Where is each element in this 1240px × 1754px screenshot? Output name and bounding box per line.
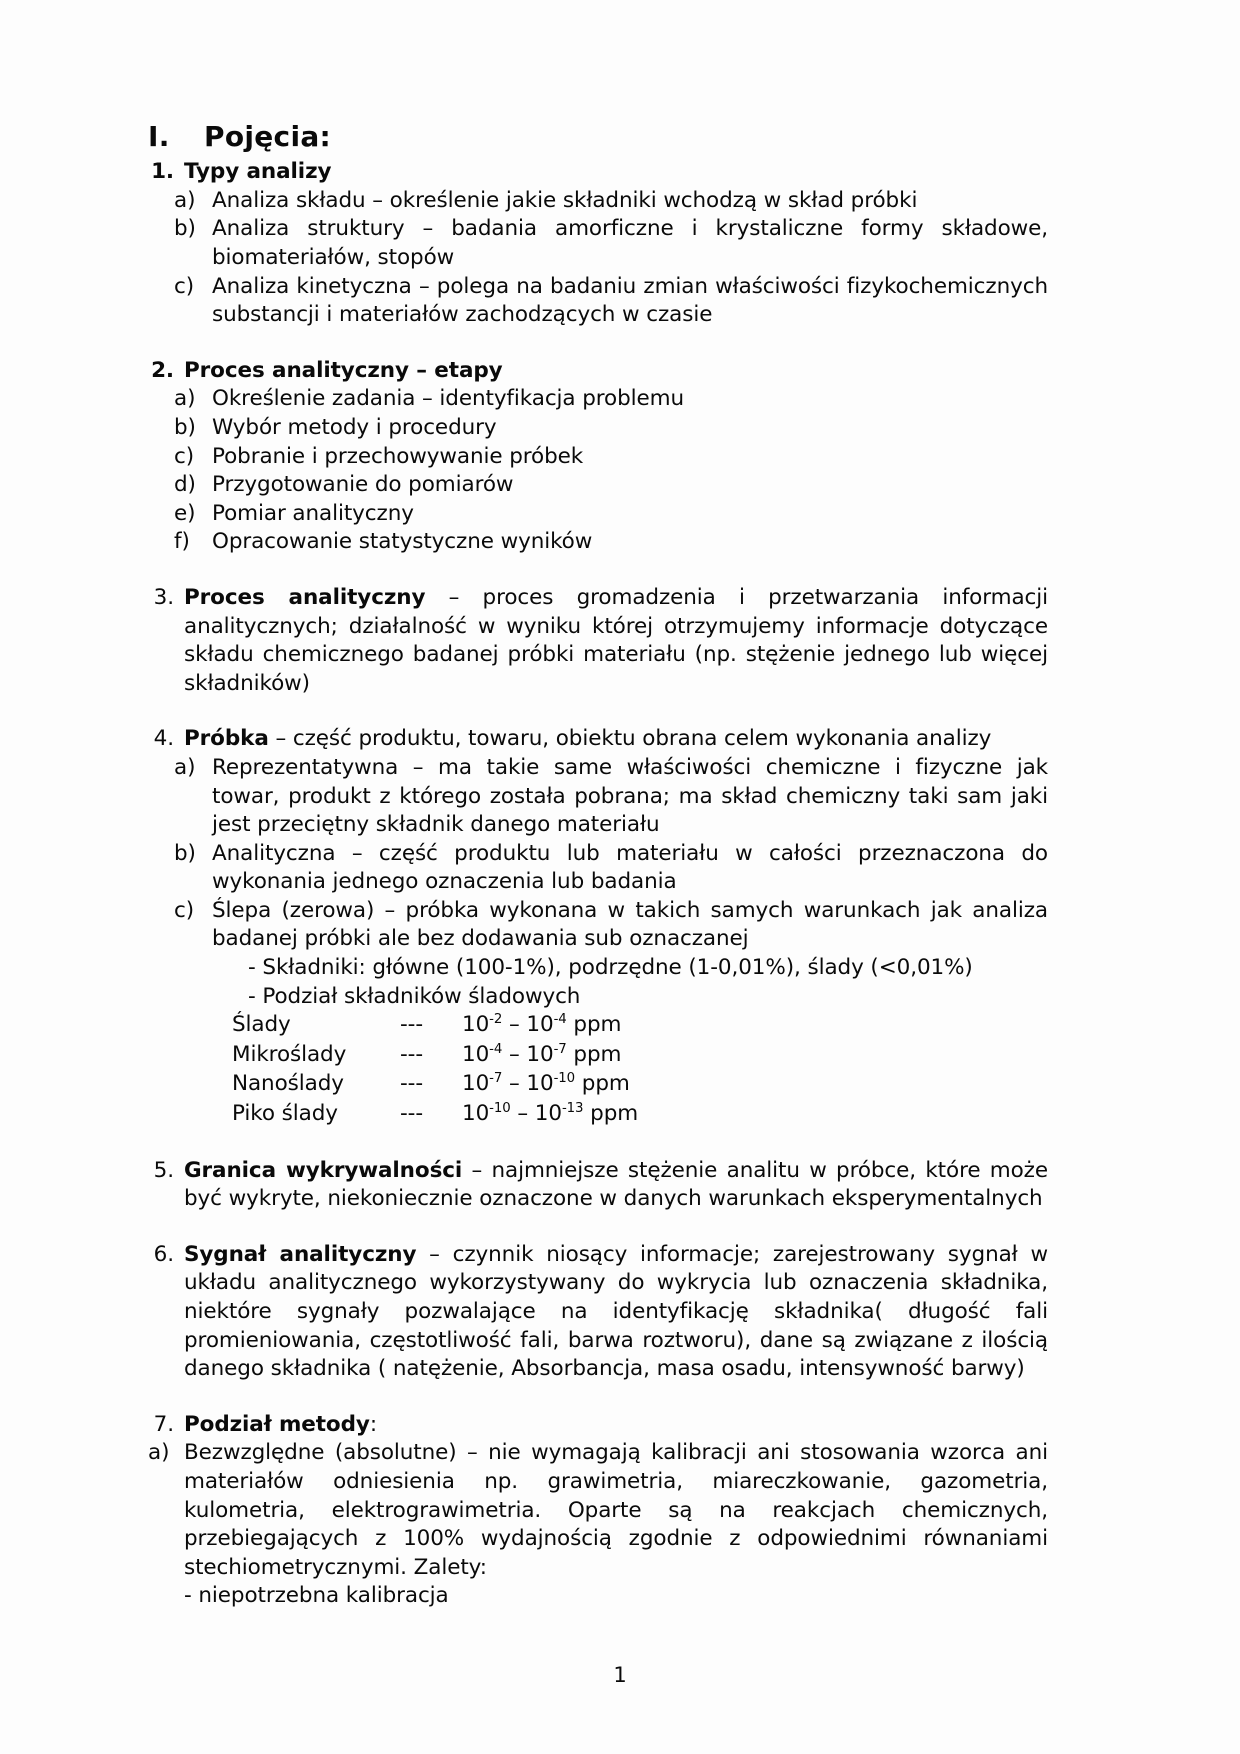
list-item-text: Pobranie i przechowywanie próbek [212, 443, 584, 469]
list-item [168, 414, 1048, 443]
list-item-marker: a) [174, 386, 196, 412]
list-item [168, 528, 1048, 557]
trace-separator: – [509, 1041, 520, 1067]
list-item-text: Analityczna – część produktu lub materiału w całości przeznaczona do wykonania jednego oznaczenia lub badania [212, 840, 1048, 895]
page-title-numeral: I. [148, 120, 170, 153]
section-4-definition: – część produktu, towaru, obiektu obrana celem wykonania analizy [268, 726, 992, 752]
section-2-number: 2. [151, 357, 174, 383]
document-content [148, 118, 1048, 1611]
section-4-items [168, 754, 1048, 954]
list-item [168, 215, 1048, 272]
section-2-title: Proces analityczny – etapy [184, 357, 503, 383]
list-item [168, 273, 1048, 330]
list-item-text: Określenie zadania – identyfikacja problemu [212, 386, 685, 412]
list-item-marker: b) [174, 414, 196, 440]
trace-to-base: 10 [526, 1012, 554, 1038]
trace-from-base: 10 [462, 1071, 490, 1097]
list-item-marker: f) [174, 529, 190, 555]
section-3-definition: – proces gromadzenia i przetwarzania informacji analitycznych; działalność w wyniku której otrzymujemy informacje dotyczące składu chemicznego badanej próbki materiału (np. stężenie jednego lub więcej składników) [184, 584, 1048, 696]
list-item [168, 385, 1048, 414]
list-item [168, 443, 1048, 472]
section-5-term: Granica wykrywalności [184, 1157, 463, 1183]
trace-to-base: 10 [534, 1101, 562, 1127]
section-6-body [184, 1241, 1048, 1384]
page-title [148, 118, 1048, 155]
section-6-term: Sygnał analityczny [184, 1241, 417, 1267]
trace-name: Ślady [232, 1012, 291, 1038]
trace-unit: ppm [581, 1071, 630, 1097]
trace-from-exp: -7 [489, 1071, 503, 1087]
trace-dashes: --- [400, 1041, 423, 1067]
list-item [168, 471, 1048, 500]
table-row [232, 1100, 638, 1130]
section-7-heading [148, 1411, 1048, 1440]
section-1-number: 1. [151, 159, 174, 185]
list-item-marker: a) [148, 1440, 170, 1466]
section-6 [148, 1241, 1048, 1384]
trace-separator: – [509, 1012, 520, 1038]
trace-separator: – [517, 1101, 529, 1127]
page-number: 1 [613, 1663, 627, 1687]
trace-range [462, 1070, 638, 1100]
section-7-number: 7. [153, 1411, 174, 1437]
list-item [168, 187, 1048, 216]
section-3 [148, 584, 1048, 698]
list-item [168, 754, 1048, 840]
list-item [148, 1439, 1048, 1582]
trace-from-base: 10 [462, 1041, 490, 1067]
trace-to-base: 10 [526, 1071, 554, 1097]
section-1-heading [148, 158, 1048, 187]
section-3-body [184, 584, 1048, 698]
section-4-body [184, 725, 1048, 754]
list-item-text: Pomiar analityczny [212, 500, 414, 526]
trace-name: Nanoślady [232, 1071, 344, 1097]
trace-to-exp: -7 [553, 1041, 567, 1057]
list-item-text: Analiza struktury – badania amorficzne i krystaliczne formy składowe, biomateriałów, stopów [212, 216, 1048, 271]
list-item-marker: c) [174, 273, 195, 299]
section-4 [148, 725, 1048, 754]
section-4-subline-division: - Podział składników śladowych [248, 983, 581, 1009]
trace-name: Piko ślady [232, 1101, 338, 1127]
section-4-term: Próbka [184, 726, 269, 752]
trace-unit: ppm [573, 1012, 622, 1038]
trace-to-exp: -10 [553, 1071, 576, 1087]
trace-dashes: --- [400, 1012, 423, 1038]
table-row [232, 1011, 638, 1041]
trace-range [462, 1100, 638, 1130]
list-item-marker: a) [174, 754, 196, 780]
section-5-definition: – najmniejsze stężenie analitu w próbce, które może być wykryte, niekoniecznie oznaczone w danych warunkach eksperymentalnych [184, 1157, 1048, 1212]
list-item [168, 500, 1048, 529]
list-item [168, 840, 1048, 897]
section-1-items [168, 187, 1048, 330]
section-1-title: Typy analizy [184, 159, 332, 185]
list-item-marker: b) [174, 216, 196, 242]
list-item-text: Bezwzględne (absolutne) – nie wymagają kalibracji ani stosowania wzorca ani materiałów odniesienia np. grawimetria, miareczkowanie, gazometria, kulometria, elektrograwimetria. Oparte są na reakcjach chemicznych, przebiegających z 100% wydajnością zgodnie z odpowiednimi równaniami stechiometrycznymi. Zalety: [184, 1440, 1048, 1580]
list-item-text: Wybór metody i procedury [212, 414, 497, 440]
list-item-marker: c) [174, 443, 195, 469]
list-item-text: Analiza kinetyczna – polega na badaniu zmian właściwości fizykochemicznych substancji i materiałów zachodzących w czasie [212, 273, 1048, 328]
list-item-marker: e) [174, 500, 196, 526]
trace-from-exp: -4 [489, 1041, 503, 1057]
trace-levels-table [232, 1011, 638, 1129]
section-7-subline-calibration: - niepotrzebna kalibracja [184, 1583, 449, 1609]
section-7-term: Podział metody [184, 1411, 370, 1437]
table-row [232, 1041, 638, 1071]
trace-name: Mikroślady [232, 1041, 347, 1067]
trace-to-exp: -4 [553, 1012, 567, 1028]
trace-range [462, 1011, 638, 1041]
section-6-definition: – czynnik niosący informacje; zarejestrowany sygnał w układu analitycznego wykorzystywany do wykrycia lub oznaczenia składnika, niektóre sygnały pozwalające na identyfikację składnika( długość fali promieniowania, częstotliwość fali, barwa roztworu), dane są związane z ilością danego składnika ( natężenie, Absorbancja, masa osadu, intensywność barwy) [184, 1241, 1048, 1382]
list-item-text: Ślepa (zerowa) – próbka wykonana w takich samych warunkach jak analiza badanej próbki ale bez dodawania sub oznaczanej [212, 897, 1048, 952]
trace-dashes: --- [400, 1071, 423, 1097]
trace-to-base: 10 [526, 1041, 554, 1067]
list-item-text: Reprezentatywna – ma takie same właściwości chemiczne i fizyczne jak towar, produkt z którego została pobrana; ma skład chemiczny taki sam jaki jest przeciętny składnik danego materiału [212, 754, 1048, 838]
section-7-definition: : [369, 1411, 377, 1437]
trace-unit: ppm [573, 1041, 622, 1067]
trace-from-base: 10 [462, 1012, 490, 1038]
section-2-items [168, 385, 1048, 557]
section-3-term: Proces analityczny [184, 584, 426, 610]
list-item-marker: a) [174, 187, 196, 213]
section-3-number: 3. [153, 584, 174, 610]
trace-from-exp: -10 [489, 1100, 511, 1116]
page-title-text: Pojęcia: [204, 120, 332, 153]
section-2-heading [148, 357, 1048, 386]
list-item-text: Opracowanie statystyczne wyników [212, 529, 593, 555]
section-5-number: 5. [153, 1157, 174, 1183]
trace-from-exp: -2 [489, 1012, 503, 1028]
section-4-number: 4. [153, 726, 174, 752]
list-item [168, 897, 1048, 954]
trace-dashes: --- [400, 1101, 423, 1127]
trace-to-exp: -13 [561, 1100, 584, 1116]
section-5 [148, 1157, 1048, 1214]
section-5-body [184, 1157, 1048, 1214]
table-row [232, 1070, 638, 1100]
list-item-marker: b) [174, 840, 196, 866]
trace-unit: ppm [590, 1101, 639, 1127]
section-4-subline-components: - Składniki: główne (100-1%), podrzędne (1-0,01%), ślady (<0,01%) [248, 955, 973, 981]
list-item-marker: d) [174, 472, 196, 498]
section-6-number: 6. [153, 1241, 174, 1267]
list-item-text: Przygotowanie do pomiarów [212, 472, 514, 498]
list-item-text: Analiza składu – określenie jakie składniki wchodzą w skład próbki [212, 187, 918, 213]
trace-separator: – [509, 1071, 520, 1097]
list-item-marker: c) [174, 897, 195, 923]
trace-range [462, 1041, 638, 1071]
section-7-body [184, 1411, 1048, 1440]
trace-from-base: 10 [462, 1101, 490, 1127]
